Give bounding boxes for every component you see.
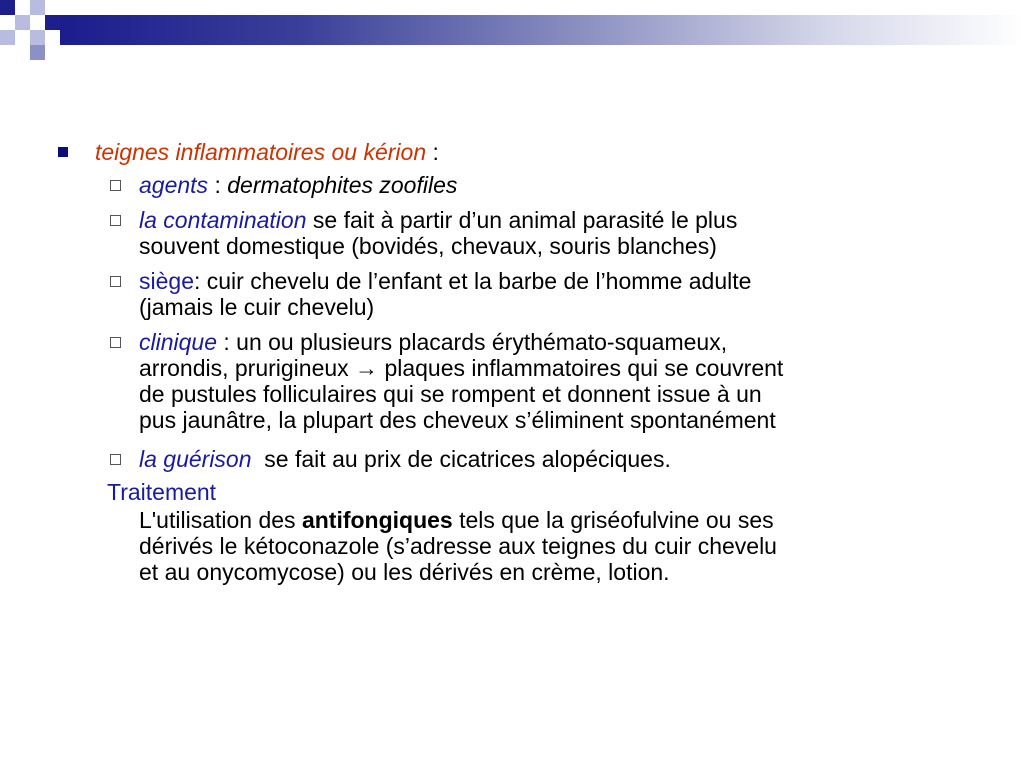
item-clinique-label: clinique [139, 329, 217, 355]
item-clinique-text3: de pustules folliculaires qui se rompent et donnent issue à un [139, 381, 762, 407]
traitement-line1-pre: L'utilisation des [139, 507, 302, 533]
main-bullet-colon: : [426, 139, 439, 165]
item-guerison-text: se fait au prix de cicatrices alopéciques. [251, 446, 671, 472]
hollow-square-bullet-icon [110, 180, 121, 191]
item-agents [139, 172, 457, 198]
item-siege-text2: (jamais le cuir chevelu) [139, 294, 375, 320]
item-clinique-text4: pus jaunâtre, la plupart des cheveux s’éliminent spontanément [139, 407, 776, 433]
item-clinique [139, 329, 727, 355]
item-contamination-label: la contamination [139, 207, 307, 233]
hollow-square-bullet-icon [110, 276, 121, 287]
item-agents-text: dermatophites zoofiles [227, 172, 458, 198]
item-siege [139, 268, 751, 294]
item-agents-sep: : [208, 172, 228, 198]
main-bullet-line [95, 139, 439, 165]
hollow-square-bullet-icon [110, 215, 121, 226]
item-agents-label: agents [139, 172, 209, 198]
item-clinique-text1: : un ou plusieurs placards érythémato-squameux, [217, 329, 728, 355]
item-clinique-text2: arrondis, prurigineux → plaques inflammatoires qui se couvrent [139, 355, 784, 381]
traitement-line3: et au onycomycose) ou les dérivés en crème, lotion. [139, 559, 670, 585]
traitement-heading: Traitement [107, 479, 217, 505]
square-bullet-icon [58, 147, 68, 157]
item-contamination [139, 207, 737, 233]
item-contamination-text2: souvent domestique (bovidés, chevaux, souris blanches) [139, 233, 717, 259]
main-bullet-title: teignes inflammatoires ou kérion [95, 139, 427, 165]
item-siege-text1: : cuir chevelu de l’enfant et la barbe de l’homme adulte [193, 268, 752, 294]
hollow-square-bullet-icon [110, 454, 121, 465]
traitement-line1 [139, 507, 774, 533]
item-guerison [139, 446, 671, 472]
traitement-line1-bold: antifongiques [301, 507, 453, 533]
hollow-square-bullet-icon [110, 337, 121, 348]
traitement-line1-post: tels que la griséofulvine ou ses [452, 507, 774, 533]
item-contamination-text1: se fait à partir d’un animal parasité le plus [306, 207, 738, 233]
item-siege-label: siège [139, 268, 194, 294]
item-guerison-label: la guérison [139, 446, 252, 472]
traitement-line2: dérivés le kétoconazole (s’adresse aux teignes du cuir chevelu [139, 533, 777, 559]
